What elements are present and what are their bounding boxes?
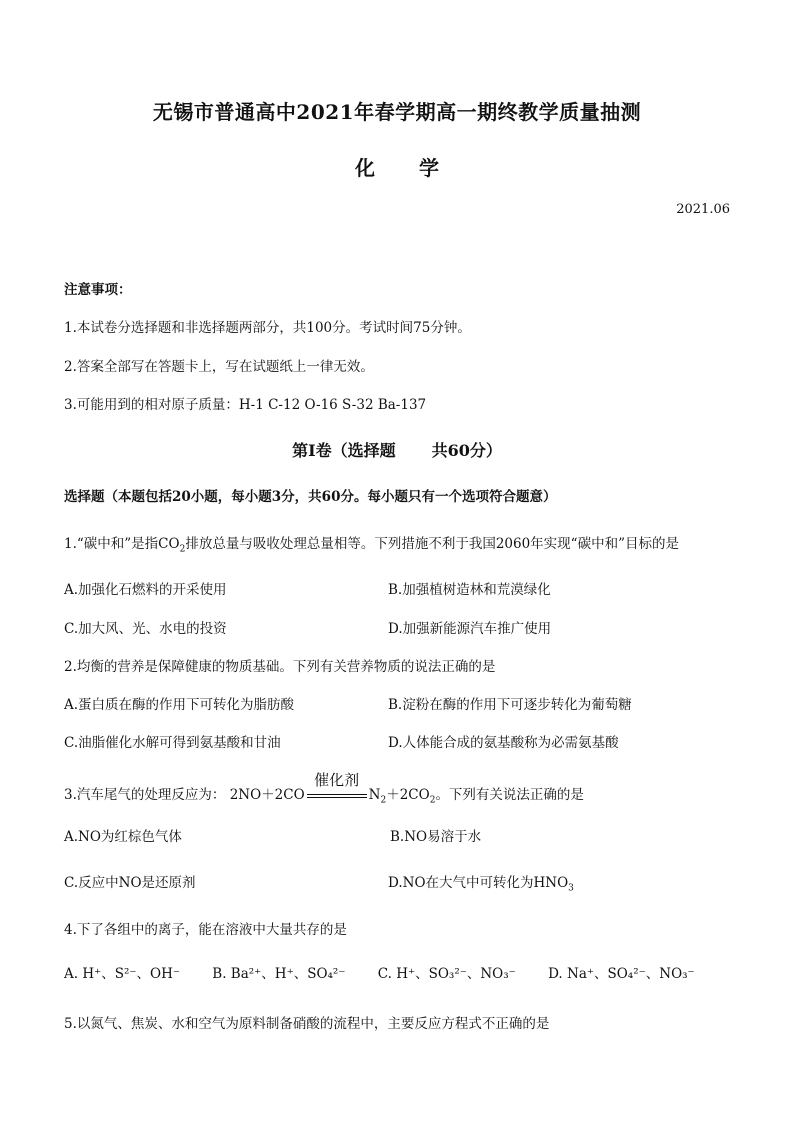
question-3-option-c: C.反应中NO是还原剂 [64,875,196,891]
question-1-option-c: C.加大风、光、水电的投资 [64,621,227,637]
note-item: 2.答案全部写在答题卡上，写在试题纸上一律无效。 [64,359,374,375]
question-4-option-b: B. Ba²⁺、H⁺、SO₄²⁻ [212,966,346,982]
notes-title: 注意事项： [64,282,132,298]
section-title-right: 共60分） [431,441,502,460]
question-4-stem: 4.下了各组中的离子，能在溶液中大量共存的是 [64,922,347,938]
question-2-option-c: C.油脂催化水解可得到氨基酸和甘油 [64,735,281,751]
question-2-option-a: A.蛋白质在酶的作用下可转化为脂肪酸 [64,697,295,713]
subject-char-1: 化 [355,156,375,180]
reaction-arrow [307,770,367,801]
question-3-option-b: B.NO易溶于水 [390,829,482,845]
question-1-option-a: A.加强化石燃料的开采使用 [64,582,227,598]
question-2-stem: 2.均衡的营养是保障健康的物质基础。下列有关营养物质的说法正确的是 [64,659,496,675]
question-1-option-b: B.加强植树造林和荒漠绿化 [388,582,551,598]
question-5-stem: 5.以氮气、焦炭、水和空气为原料制备硝酸的流程中，主要反应方程式不正确的是 [64,1016,550,1032]
question-4-options [64,962,695,982]
section-title-left: 第Ⅰ卷（选择题 [292,441,396,460]
question-1-option-d: D.加强新能源汽车推广使用 [388,621,552,637]
reaction-products: $N_2+2CO_2$ [368,787,436,806]
section-title [0,438,794,461]
reaction-reactants: 2NO＋2CO [229,787,305,803]
question-4-option-d: D. Na⁺、SO₄²⁻、NO₃⁻ [548,966,695,982]
question-2-option-b: B.淀粉在酶的作用下可逐步转化为葡萄糖 [388,697,632,713]
catalyst-label: 催化剂 [314,770,360,789]
question-4-option-a: A. H⁺、S²⁻、OH⁻ [64,966,180,982]
question-3-stem: 3.汽车尾气的处理反应为： 2NO＋2CO 催化剂 $N_2+2CO_2$。下列有关说法正确的是 [64,770,584,806]
section-instruction: 选择题（本题包括20小题，每小题3分，共60分。每小题只有一个选项符合题意） [64,489,557,505]
question-1-stem: 1.“碳中和”是指$CO_2$排放总量与吸收处理总量相等。下列措施不利于我国2060年实现“碳中和”目标的是 [64,536,679,555]
question-3-option-a: A.NO为红棕色气体 [64,829,182,845]
exam-date: 2021.06 [676,202,730,217]
subject-title [0,152,794,181]
note-item: 1.本试卷分选择题和非选择题两部分，共100分。考试时间75分钟。 [64,320,471,336]
exam-title: 无锡市普通高中2021年春学期高一期终教学质量抽测 [152,100,642,124]
question-3-option-d: D.NO在大气中可转化为$HNO_3$ [388,875,574,894]
question-2-option-d: D.人体能合成的氨基酸称为必需氨基酸 [388,735,619,751]
subject-char-2: 学 [419,156,439,180]
question-4-option-c: C. H⁺、SO₃²⁻、NO₃⁻ [377,966,516,982]
note-item: 3.可能用到的相对原子质量：H-1 C-12 O-16 S-32 Ba-137 [64,397,427,413]
